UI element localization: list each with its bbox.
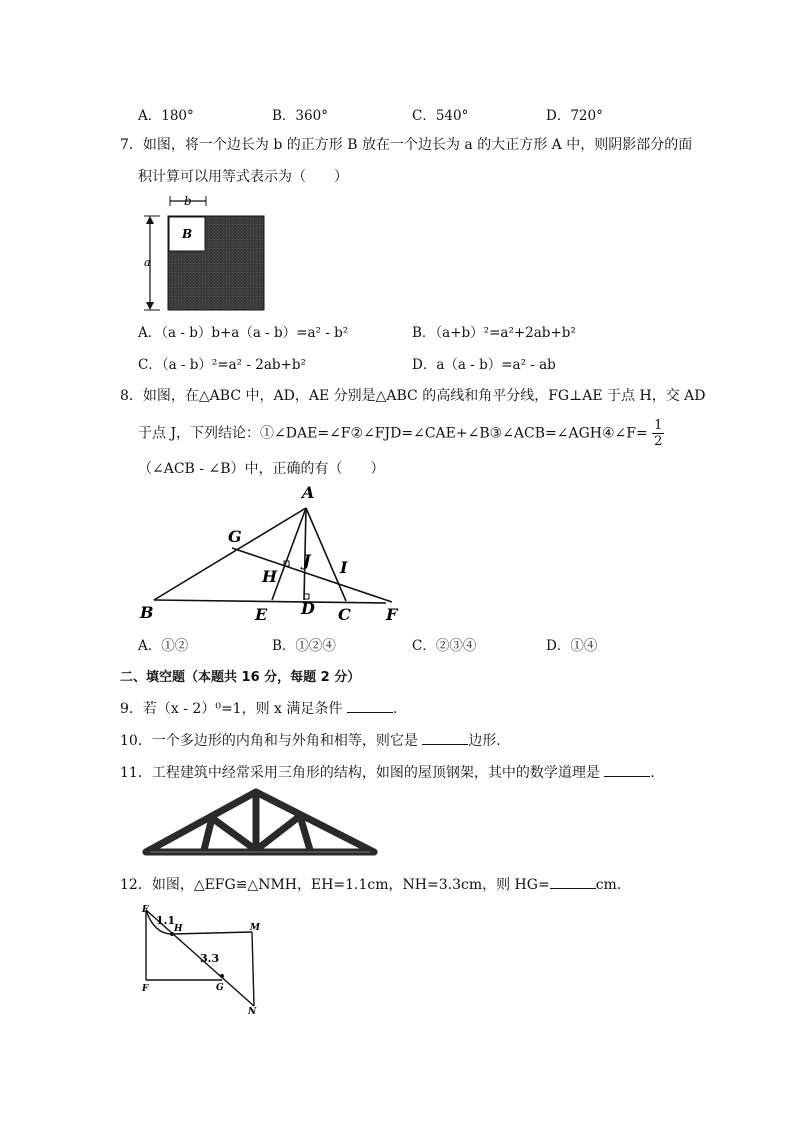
q6-option-c[interactable]: C．540° bbox=[412, 108, 469, 124]
q6-option-b[interactable]: B．360° bbox=[272, 108, 328, 124]
q12-label-F: F bbox=[142, 984, 149, 994]
q8-question-line1: 8．如图，在△ABC 中，AD，AE 分别是△ABC 的高线和角平分线，FG⊥AE 于点 H，交 AD bbox=[120, 388, 706, 404]
q8-question-line3: （∠ACB - ∠B）中，正确的有（ ） bbox=[138, 461, 385, 477]
q12-answer-blank[interactable] bbox=[550, 876, 596, 889]
q8-option-d[interactable]: D．①④ bbox=[546, 638, 598, 654]
q8-label-D: D bbox=[301, 599, 315, 618]
q7-label-b: b bbox=[184, 194, 192, 208]
q8-option-c[interactable]: C．②③④ bbox=[412, 638, 477, 654]
section-2-title: 二、填空题（本题共 16 分，每题 2 分） bbox=[120, 670, 361, 685]
q12-label-E: E bbox=[142, 905, 149, 915]
q9-question bbox=[120, 698, 397, 718]
q7-label-a: a bbox=[144, 256, 151, 269]
q12-label-N: N bbox=[248, 1007, 257, 1017]
q8-label-J: J bbox=[303, 551, 311, 570]
q8-fraction bbox=[652, 418, 664, 449]
q9-answer-blank[interactable] bbox=[347, 700, 393, 713]
q8-label-I: I bbox=[340, 558, 348, 577]
q8-label-G: G bbox=[228, 527, 242, 546]
q8-label-H: H bbox=[262, 567, 278, 586]
q10-answer-blank[interactable] bbox=[422, 732, 468, 745]
q7-label-B: B bbox=[182, 227, 193, 241]
q11-answer-blank[interactable] bbox=[604, 764, 650, 777]
q8-label-B: B bbox=[140, 603, 154, 622]
q8-option-a[interactable]: A．①② bbox=[138, 638, 189, 654]
q12-label-M: M bbox=[250, 923, 260, 933]
q7-question-line1: 7．如图，将一个边长为 b 的正方形 B 放在一个边长为 a 的大正方形 A 中，则阴影部分的面 bbox=[120, 137, 693, 153]
q12-question bbox=[120, 874, 621, 894]
q11-roof-truss-figure bbox=[140, 786, 380, 860]
q8-question-line2 bbox=[138, 418, 664, 449]
q8-label-E: E bbox=[255, 605, 268, 624]
q8-option-b[interactable]: B．①②④ bbox=[272, 638, 336, 654]
q7-option-a[interactable]: A．（a - b）b+a（a - b）=a² - b² bbox=[138, 325, 349, 341]
q8-label-F: F bbox=[386, 605, 398, 624]
q12-congruent-triangles-figure bbox=[136, 898, 268, 1020]
q7-option-b[interactable]: B．（a+b）²=a²+2ab+b² bbox=[412, 325, 576, 341]
q12-length-eh: 1.1 bbox=[156, 914, 176, 927]
q12-text: 12．如图，△EFG≌△NMH，EH=1.1cm，NH=3.3cm，则 HG= bbox=[120, 877, 550, 893]
q11-text-end: . bbox=[650, 765, 655, 781]
q8-fraction-den: 2 bbox=[654, 434, 663, 449]
q12-label-H: H bbox=[174, 924, 183, 934]
q8-line2-text: 于点 J，下列结论：①∠DAE=∠F②∠FJD=∠CAE+∠B③∠ACB=∠AGH④∠F= bbox=[138, 425, 648, 442]
q7-question-line2: 积计算可以用等式表示为（ ） bbox=[138, 169, 348, 185]
q8-label-A: A bbox=[302, 483, 315, 502]
q10-text: 10．一个多边形的内角和与外角和相等，则它是 bbox=[120, 733, 418, 749]
q6-option-a[interactable]: A．180° bbox=[138, 108, 194, 124]
q8-triangle-figure bbox=[136, 478, 406, 628]
q8-label-C: C bbox=[338, 605, 351, 624]
q9-text: 9．若（x - 2）⁰=1，则 x 满足条件 bbox=[120, 701, 343, 717]
q12-length-nh: 3.3 bbox=[200, 952, 220, 965]
q6-option-d[interactable]: D．720° bbox=[546, 108, 603, 124]
q11-text: 11．工程建筑中经常采用三角形的结构，如图的屋顶钢架，其中的数学道理是 bbox=[120, 765, 600, 781]
q12-text-end: cm. bbox=[595, 877, 622, 893]
q9-text-end: . bbox=[392, 701, 398, 717]
q8-fraction-num: 1 bbox=[654, 418, 663, 433]
q7-option-d[interactable]: D．a（a - b）=a² - ab bbox=[412, 357, 556, 373]
q10-question bbox=[120, 730, 501, 750]
q7-square-figure bbox=[136, 188, 271, 313]
q10-text-end: 边形. bbox=[468, 733, 501, 749]
q7-option-c[interactable]: C．（a - b）²=a² - 2ab+b² bbox=[138, 357, 306, 373]
q11-question bbox=[120, 762, 655, 782]
q12-label-G: G bbox=[216, 983, 224, 993]
